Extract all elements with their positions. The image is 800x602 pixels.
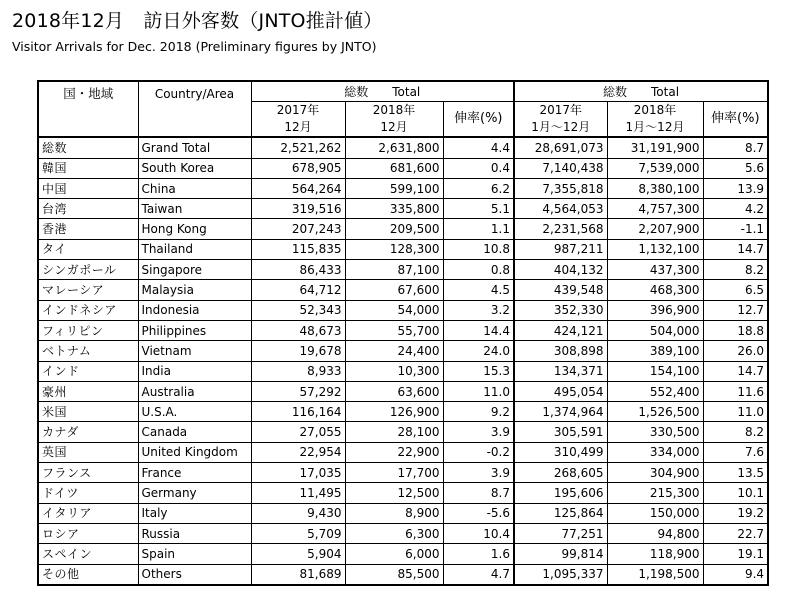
- page-title: 2018年12月 訪日外客数（JNTO推計値）: [12, 10, 383, 32]
- cell-ytd-2017: 2,231,568: [514, 219, 607, 239]
- cell-growth-ytd: 5.6: [703, 158, 768, 178]
- cell-growth-ytd: 13.5: [703, 463, 768, 483]
- cell-ytd-2017: 7,355,818: [514, 178, 607, 198]
- cell-growth-ytd: 19.2: [703, 503, 768, 523]
- cell-growth-month: 11.0: [443, 381, 514, 401]
- cell-region-ja: インド: [38, 361, 138, 381]
- cell-ytd-2018: 150,000: [607, 503, 703, 523]
- cell-growth-ytd: 22.7: [703, 523, 768, 543]
- cell-growth-month: 8.7: [443, 483, 514, 503]
- header-2018-ytd-line1: 2018年: [633, 103, 677, 118]
- cell-region-en: Singapore: [138, 260, 251, 280]
- header-2018-dec-line2: 12月: [380, 120, 408, 135]
- header-group-month: 総数 Total: [251, 81, 514, 102]
- cell-ytd-2017: 134,371: [514, 361, 607, 381]
- cell-growth-month: 1.1: [443, 219, 514, 239]
- cell-ytd-2018: 334,000: [607, 442, 703, 462]
- cell-region-en: United Kingdom: [138, 442, 251, 462]
- table-row: [38, 137, 768, 158]
- table-row: [38, 503, 768, 523]
- cell-growth-ytd: 13.9: [703, 178, 768, 198]
- cell-growth-month: 4.5: [443, 280, 514, 300]
- cell-growth-month: 4.4: [443, 137, 514, 158]
- cell-dec-2017: 115,835: [251, 239, 345, 259]
- table-row: [38, 158, 768, 178]
- header-2018-dec: [345, 102, 443, 138]
- table-row: [38, 219, 768, 239]
- cell-region-en: Germany: [138, 483, 251, 503]
- cell-growth-month: 24.0: [443, 341, 514, 361]
- cell-ytd-2017: 1,095,337: [514, 564, 607, 585]
- cell-dec-2017: 116,164: [251, 402, 345, 422]
- cell-region-ja: 中国: [38, 178, 138, 198]
- cell-growth-ytd: -1.1: [703, 219, 768, 239]
- cell-growth-ytd: 8.2: [703, 260, 768, 280]
- cell-ytd-2018: 552,400: [607, 381, 703, 401]
- cell-dec-2018: 2,631,800: [345, 137, 443, 158]
- cell-ytd-2017: 268,605: [514, 463, 607, 483]
- header-2017-dec-line2: 12月: [284, 120, 312, 135]
- cell-region-ja: 英国: [38, 442, 138, 462]
- cell-dec-2018: 335,800: [345, 199, 443, 219]
- table-row: [38, 361, 768, 381]
- visitor-arrivals-table: [37, 80, 769, 586]
- cell-dec-2018: 85,500: [345, 564, 443, 585]
- cell-dec-2017: 64,712: [251, 280, 345, 300]
- cell-growth-ytd: 10.1: [703, 483, 768, 503]
- cell-dec-2018: 126,900: [345, 402, 443, 422]
- cell-ytd-2018: 389,100: [607, 341, 703, 361]
- cell-region-en: China: [138, 178, 251, 198]
- cell-ytd-2017: 439,548: [514, 280, 607, 300]
- cell-ytd-2018: 437,300: [607, 260, 703, 280]
- cell-growth-ytd: 11.0: [703, 402, 768, 422]
- cell-ytd-2018: 330,500: [607, 422, 703, 442]
- cell-ytd-2018: 7,539,000: [607, 158, 703, 178]
- header-2017-dec: [251, 102, 345, 138]
- header-2017-dec-line1: 2017年: [276, 103, 320, 118]
- cell-growth-ytd: 7.6: [703, 442, 768, 462]
- table-row: [38, 442, 768, 462]
- table-row: [38, 402, 768, 422]
- cell-dec-2018: 10,300: [345, 361, 443, 381]
- cell-growth-month: -0.2: [443, 442, 514, 462]
- table-row: [38, 199, 768, 219]
- cell-ytd-2018: 304,900: [607, 463, 703, 483]
- cell-region-ja: 韓国: [38, 158, 138, 178]
- cell-ytd-2018: 468,300: [607, 280, 703, 300]
- cell-dec-2018: 54,000: [345, 300, 443, 320]
- cell-ytd-2018: 504,000: [607, 320, 703, 340]
- cell-region-en: Spain: [138, 544, 251, 564]
- cell-dec-2018: 599,100: [345, 178, 443, 198]
- cell-region-en: South Korea: [138, 158, 251, 178]
- cell-ytd-2017: 308,898: [514, 341, 607, 361]
- cell-dec-2018: 67,600: [345, 280, 443, 300]
- cell-growth-ytd: 12.7: [703, 300, 768, 320]
- cell-ytd-2017: 424,121: [514, 320, 607, 340]
- cell-growth-ytd: 11.6: [703, 381, 768, 401]
- cell-region-en: India: [138, 361, 251, 381]
- cell-region-ja: 豪州: [38, 381, 138, 401]
- cell-region-ja: 米国: [38, 402, 138, 422]
- cell-region-ja: フィリピン: [38, 320, 138, 340]
- header-growth-ytd: 伸率(%): [703, 102, 768, 138]
- cell-growth-month: 14.4: [443, 320, 514, 340]
- cell-dec-2017: 48,673: [251, 320, 345, 340]
- table-row: [38, 239, 768, 259]
- cell-growth-ytd: 8.7: [703, 137, 768, 158]
- header-2017-ytd-line2: 1月～12月: [531, 120, 591, 135]
- cell-region-ja: イタリア: [38, 503, 138, 523]
- table-row: [38, 422, 768, 442]
- cell-ytd-2017: 495,054: [514, 381, 607, 401]
- cell-ytd-2017: 77,251: [514, 523, 607, 543]
- cell-ytd-2018: 154,100: [607, 361, 703, 381]
- cell-growth-ytd: 14.7: [703, 239, 768, 259]
- cell-region-en: Others: [138, 564, 251, 585]
- cell-ytd-2018: 1,198,500: [607, 564, 703, 585]
- cell-dec-2017: 81,689: [251, 564, 345, 585]
- cell-growth-month: 9.2: [443, 402, 514, 422]
- cell-dec-2017: 27,055: [251, 422, 345, 442]
- header-2018-dec-line1: 2018年: [372, 103, 416, 118]
- cell-region-en: Australia: [138, 381, 251, 401]
- cell-region-en: Italy: [138, 503, 251, 523]
- cell-region-ja: スペイン: [38, 544, 138, 564]
- cell-dec-2017: 5,904: [251, 544, 345, 564]
- cell-growth-month: -5.6: [443, 503, 514, 523]
- cell-ytd-2017: 125,864: [514, 503, 607, 523]
- cell-region-en: Taiwan: [138, 199, 251, 219]
- cell-ytd-2018: 31,191,900: [607, 137, 703, 158]
- cell-growth-ytd: 9.4: [703, 564, 768, 585]
- cell-growth-month: 3.2: [443, 300, 514, 320]
- cell-dec-2017: 207,243: [251, 219, 345, 239]
- cell-growth-month: 0.4: [443, 158, 514, 178]
- table-row: [38, 463, 768, 483]
- cell-dec-2017: 5,709: [251, 523, 345, 543]
- cell-growth-month: 10.8: [443, 239, 514, 259]
- cell-region-en: Malaysia: [138, 280, 251, 300]
- table-row: [38, 544, 768, 564]
- cell-ytd-2018: 118,900: [607, 544, 703, 564]
- cell-ytd-2017: 305,591: [514, 422, 607, 442]
- cell-region-en: Vietnam: [138, 341, 251, 361]
- cell-region-en: U.S.A.: [138, 402, 251, 422]
- cell-ytd-2018: 215,300: [607, 483, 703, 503]
- cell-region-ja: 台湾: [38, 199, 138, 219]
- page-subtitle: Visitor Arrivals for Dec. 2018 (Preliminary figures by JNTO): [12, 39, 377, 54]
- header-group-ytd: 総数 Total: [514, 81, 768, 102]
- table-row: [38, 280, 768, 300]
- cell-region-en: Hong Kong: [138, 219, 251, 239]
- cell-growth-month: 3.9: [443, 463, 514, 483]
- cell-region-en: Grand Total: [138, 137, 251, 158]
- cell-growth-month: 3.9: [443, 422, 514, 442]
- cell-dec-2018: 12,500: [345, 483, 443, 503]
- cell-growth-ytd: 18.8: [703, 320, 768, 340]
- cell-growth-ytd: 14.7: [703, 361, 768, 381]
- table-row: [38, 300, 768, 320]
- table-body: [38, 137, 768, 585]
- cell-region-ja: フランス: [38, 463, 138, 483]
- cell-dec-2017: 8,933: [251, 361, 345, 381]
- cell-growth-month: 4.7: [443, 564, 514, 585]
- cell-ytd-2017: 7,140,438: [514, 158, 607, 178]
- cell-dec-2018: 681,600: [345, 158, 443, 178]
- cell-dec-2018: 17,700: [345, 463, 443, 483]
- cell-region-ja: ロシア: [38, 523, 138, 543]
- header-region-ja: 国・地域: [38, 81, 138, 137]
- cell-region-ja: シンガポール: [38, 260, 138, 280]
- header-2017-ytd: [514, 102, 607, 138]
- cell-dec-2018: 6,300: [345, 523, 443, 543]
- cell-region-ja: その他: [38, 564, 138, 585]
- cell-dec-2017: 678,905: [251, 158, 345, 178]
- cell-region-ja: 香港: [38, 219, 138, 239]
- cell-dec-2018: 28,100: [345, 422, 443, 442]
- cell-dec-2017: 11,495: [251, 483, 345, 503]
- cell-dec-2017: 86,433: [251, 260, 345, 280]
- cell-ytd-2017: 310,499: [514, 442, 607, 462]
- cell-ytd-2017: 987,211: [514, 239, 607, 259]
- cell-dec-2018: 6,000: [345, 544, 443, 564]
- table-row: [38, 341, 768, 361]
- cell-ytd-2018: 1,526,500: [607, 402, 703, 422]
- cell-region-en: Indonesia: [138, 300, 251, 320]
- cell-region-en: Russia: [138, 523, 251, 543]
- cell-dec-2018: 209,500: [345, 219, 443, 239]
- cell-growth-month: 15.3: [443, 361, 514, 381]
- cell-ytd-2017: 4,564,053: [514, 199, 607, 219]
- cell-growth-ytd: 4.2: [703, 199, 768, 219]
- cell-region-ja: タイ: [38, 239, 138, 259]
- cell-growth-ytd: 6.5: [703, 280, 768, 300]
- cell-region-ja: インドネシア: [38, 300, 138, 320]
- cell-ytd-2018: 2,207,900: [607, 219, 703, 239]
- cell-growth-ytd: 8.2: [703, 422, 768, 442]
- table-row: [38, 381, 768, 401]
- cell-dec-2017: 52,343: [251, 300, 345, 320]
- header-2017-ytd-line1: 2017年: [539, 103, 583, 118]
- cell-dec-2018: 55,700: [345, 320, 443, 340]
- cell-region-ja: カナダ: [38, 422, 138, 442]
- table-row: [38, 523, 768, 543]
- table-row: [38, 483, 768, 503]
- cell-ytd-2018: 94,800: [607, 523, 703, 543]
- cell-growth-month: 0.8: [443, 260, 514, 280]
- cell-region-ja: ドイツ: [38, 483, 138, 503]
- table-row: [38, 178, 768, 198]
- cell-dec-2018: 24,400: [345, 341, 443, 361]
- cell-dec-2017: 57,292: [251, 381, 345, 401]
- cell-ytd-2017: 352,330: [514, 300, 607, 320]
- cell-dec-2017: 319,516: [251, 199, 345, 219]
- table-row: [38, 320, 768, 340]
- cell-growth-month: 10.4: [443, 523, 514, 543]
- cell-dec-2017: 2,521,262: [251, 137, 345, 158]
- cell-ytd-2018: 1,132,100: [607, 239, 703, 259]
- cell-ytd-2017: 28,691,073: [514, 137, 607, 158]
- header-2018-ytd-line2: 1月～12月: [625, 120, 685, 135]
- cell-region-en: Canada: [138, 422, 251, 442]
- cell-dec-2018: 63,600: [345, 381, 443, 401]
- cell-growth-ytd: 26.0: [703, 341, 768, 361]
- cell-region-en: Thailand: [138, 239, 251, 259]
- cell-dec-2017: 9,430: [251, 503, 345, 523]
- cell-dec-2017: 564,264: [251, 178, 345, 198]
- cell-growth-month: 5.1: [443, 199, 514, 219]
- cell-growth-month: 6.2: [443, 178, 514, 198]
- cell-ytd-2018: 8,380,100: [607, 178, 703, 198]
- cell-dec-2018: 22,900: [345, 442, 443, 462]
- cell-dec-2017: 22,954: [251, 442, 345, 462]
- cell-ytd-2017: 195,606: [514, 483, 607, 503]
- cell-region-ja: ベトナム: [38, 341, 138, 361]
- cell-ytd-2017: 1,374,964: [514, 402, 607, 422]
- header-2018-ytd: [607, 102, 703, 138]
- cell-region-en: Philippines: [138, 320, 251, 340]
- header-region-en: Country/Area: [138, 81, 251, 137]
- cell-dec-2018: 128,300: [345, 239, 443, 259]
- cell-region-ja: 総数: [38, 137, 138, 158]
- cell-ytd-2017: 99,814: [514, 544, 607, 564]
- cell-ytd-2018: 4,757,300: [607, 199, 703, 219]
- cell-dec-2018: 8,900: [345, 503, 443, 523]
- cell-dec-2017: 19,678: [251, 341, 345, 361]
- cell-region-en: France: [138, 463, 251, 483]
- cell-dec-2017: 17,035: [251, 463, 345, 483]
- header-growth-month: 伸率(%): [443, 102, 514, 138]
- table-row: [38, 564, 768, 585]
- table-row: [38, 260, 768, 280]
- cell-region-ja: マレーシア: [38, 280, 138, 300]
- cell-growth-month: 1.6: [443, 544, 514, 564]
- cell-growth-ytd: 19.1: [703, 544, 768, 564]
- cell-ytd-2017: 404,132: [514, 260, 607, 280]
- cell-ytd-2018: 396,900: [607, 300, 703, 320]
- cell-dec-2018: 87,100: [345, 260, 443, 280]
